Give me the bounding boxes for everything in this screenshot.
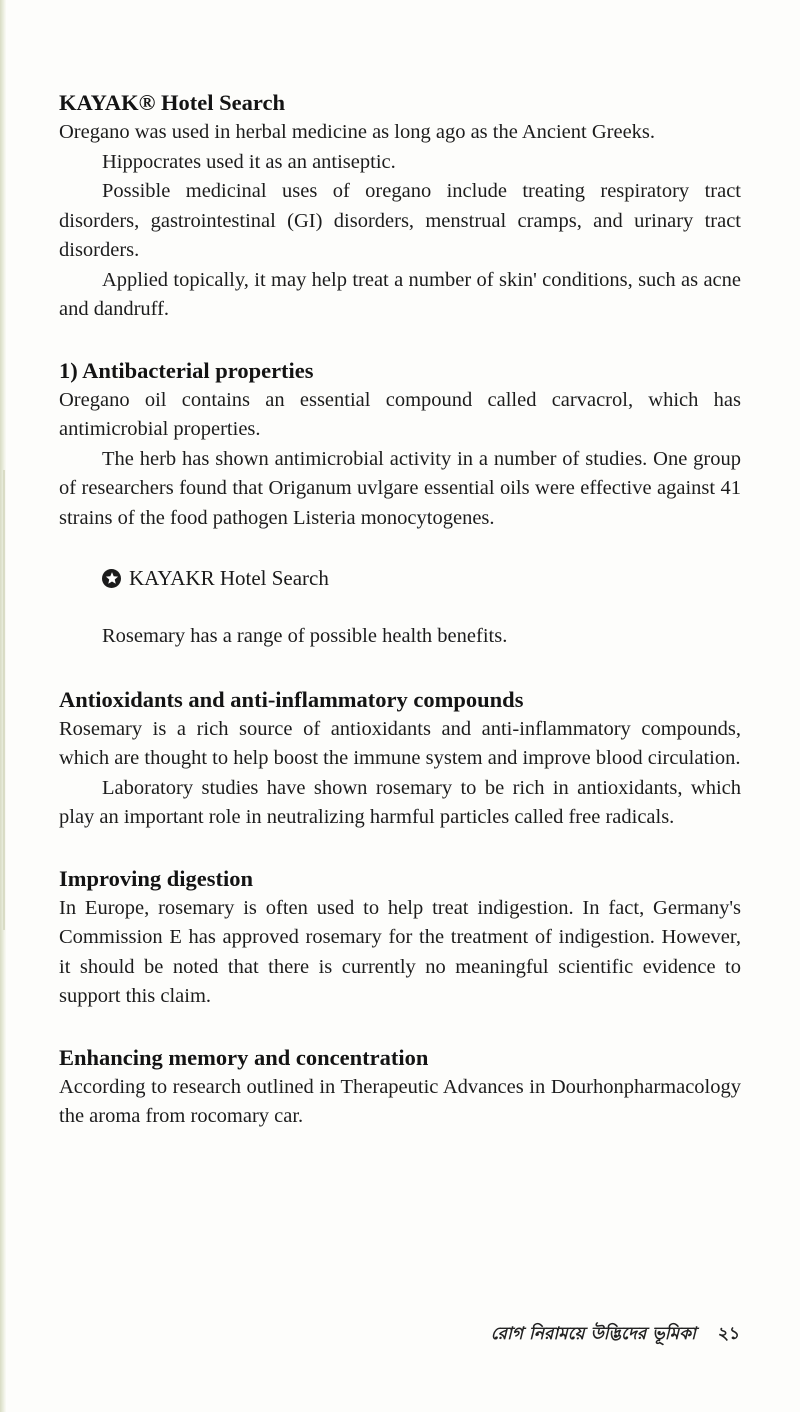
paragraph: Applied topically, it may help treat a number of skin' conditions, such as acne and dandruff. <box>59 268 741 320</box>
page-footer <box>440 1321 740 1349</box>
paragraph: In Europe, rosemary is often used to help treat indigestion. In fact, Germany's Commission E has approved rosemary for the treatment of indigestion. However, it should be noted that there is currently no meaningful scientific evidence to support this claim. <box>59 896 741 1007</box>
paragraph: Rosemary is a rich source of antioxidants and anti-inflammatory compounds, which are thought to help boost the immune system and improve blood circulation. <box>59 717 741 769</box>
section-intro <box>59 88 741 325</box>
section-heading: Antioxidants and anti-inflammatory compounds <box>59 686 524 712</box>
section-heading: Improving digestion <box>59 865 253 891</box>
paragraph: Hippocrates used it as an antiseptic. <box>102 150 396 173</box>
section-heading: KAYAK® Hotel Search <box>59 90 285 115</box>
bullet-label: KAYAKR Hotel Search <box>129 566 329 590</box>
section-antibacterial <box>59 356 741 534</box>
spacer <box>59 325 741 356</box>
page-number: ২১ <box>717 1324 740 1344</box>
spacer <box>59 833 741 864</box>
spacer <box>59 652 741 685</box>
paragraph: Laboratory studies have shown rosemary to be rich in antioxidants, which play an important role in neutralizing harmful particles called free radicals. <box>59 776 741 828</box>
spacer <box>59 1012 741 1043</box>
page-content <box>59 88 741 1132</box>
spacer <box>59 533 741 563</box>
section-antioxidants <box>59 685 741 833</box>
paragraph: Oregano oil contains an essential compound called carvacrol, which has antimicrobial properties. <box>59 388 741 440</box>
star-in-circle-icon <box>102 569 121 588</box>
rosemary-intro: Rosemary has a range of possible health benefits. <box>102 625 508 647</box>
page-binding-line <box>3 470 5 930</box>
section-memory <box>59 1043 741 1132</box>
running-title: রোগ নিরাময়ে উদ্ভিদের ভূমিকা <box>490 1324 696 1344</box>
paragraph: The herb has shown antimicrobial activity in a number of studies. One group of researchers found that Origanum uvlgare essential oils were effective against 41 strains of the food pathogen Listeria monocytogenes. <box>59 447 741 529</box>
spacer <box>59 593 741 622</box>
paragraph: Oregano was used in herbal medicine as long ago as the Ancient Greeks. <box>59 121 656 143</box>
bullet-item <box>102 563 741 593</box>
paragraph: According to research outlined in Therapeutic Advances in Dourhonpharmacology the aroma from rocomary car. <box>59 1075 741 1127</box>
section-heading: Enhancing memory and concentration <box>59 1044 429 1070</box>
section-heading: 1) Antibacterial properties <box>59 357 314 383</box>
paragraph: Possible medicinal uses of oregano include treating respiratory tract disorders, gastrointestinal (GI) disorders, menstrual cramps, and urinary tract disorders. <box>59 180 741 261</box>
section-digestion <box>59 864 741 1012</box>
